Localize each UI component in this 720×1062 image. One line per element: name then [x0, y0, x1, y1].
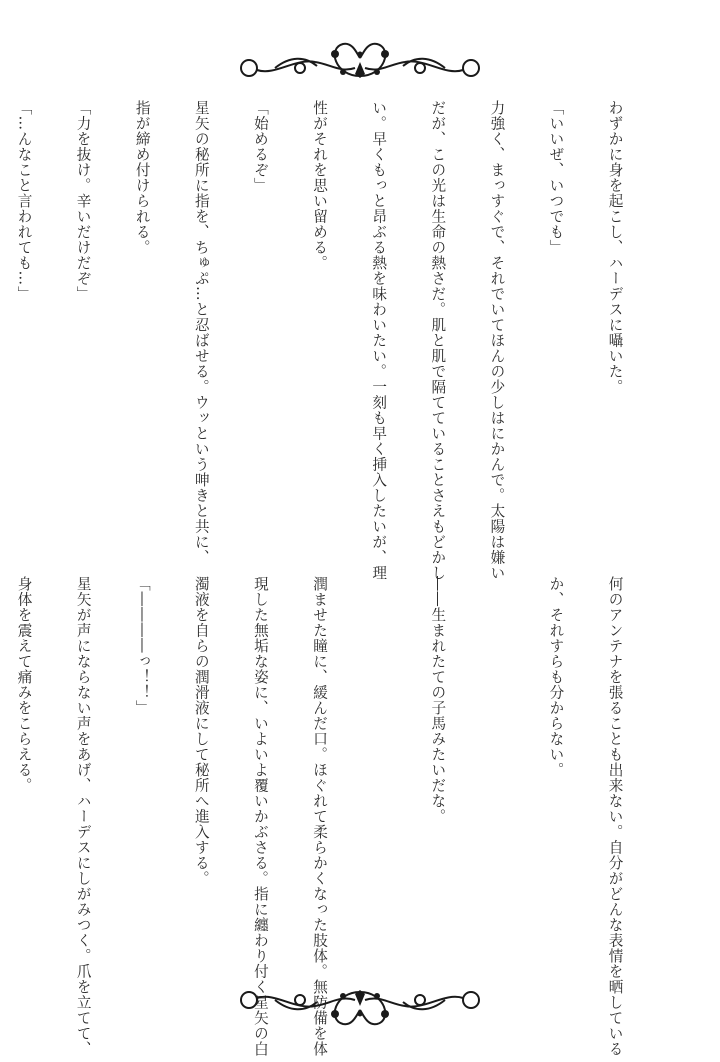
text-line: 「力を抜け。辛いだけだぞ」 — [74, 100, 92, 302]
scroll-ornament-bottom — [235, 990, 485, 1050]
text-line: 潤ませた瞳に、緩んだ口。ほぐれて柔らかくなった肢体。無防備を体 — [311, 576, 329, 1057]
upper-text-block — [0, 100, 664, 581]
text-line: 「いいぜ、いつでも」 — [547, 100, 565, 255]
text-line: か、それすらも分からない。 — [547, 576, 565, 778]
text-line: 星矢の秘所に指を、ちゅぷ…と忍ばせる。ウッという呻きと共に、 — [192, 100, 210, 565]
text-line: だが、この光は生命の熱さだ。肌と肌で隔てていることさえもどかし — [429, 100, 447, 581]
text-line: 性がそれを思い留める。 — [311, 100, 329, 271]
text-line: 身体を震えて痛みをこらえる。 — [15, 576, 33, 793]
text-line: 星矢が声にならない声をあげ、ハーデスにしがみつく。爪を立てて、 — [74, 576, 92, 1057]
text-line: わずかに身を起こし、ハーデスに囁いた。 — [606, 100, 624, 395]
text-line: 「――――っ！！」 — [133, 576, 151, 716]
text-line: 何のアンテナを張ることも出来ない。自分がどんな表情を晒している — [606, 576, 624, 1057]
text-line: い。早くもっと昂ぶる熱を味わいたい。一刻も早く挿入したいが、理 — [370, 100, 388, 581]
flourish-icon — [235, 990, 485, 1050]
scroll-ornament-top — [235, 18, 485, 78]
lower-text-block — [0, 576, 664, 1057]
text-line: ――生まれたての子馬みたいだな。 — [429, 576, 447, 824]
text-line: 力強く、まっすぐで、それでいてほんの少しはにかんで。太陽は嫌い — [488, 100, 506, 581]
text-line: 「…んなこと言われても…」 — [15, 100, 33, 302]
text-line: 濁液を自らの潤滑液にして秘所へ進入する。 — [192, 576, 210, 886]
blank-line — [368, 576, 388, 996]
text-line: 現した無垢な姿に、いよいよ覆いかぶさる。指に纏わり付く星矢の白 — [251, 576, 269, 1057]
flourish-icon — [235, 18, 485, 78]
text-line: 「始めるぞ」 — [251, 100, 269, 193]
blank-line — [487, 576, 507, 996]
text-line: 指が締め付けられる。 — [133, 100, 151, 255]
